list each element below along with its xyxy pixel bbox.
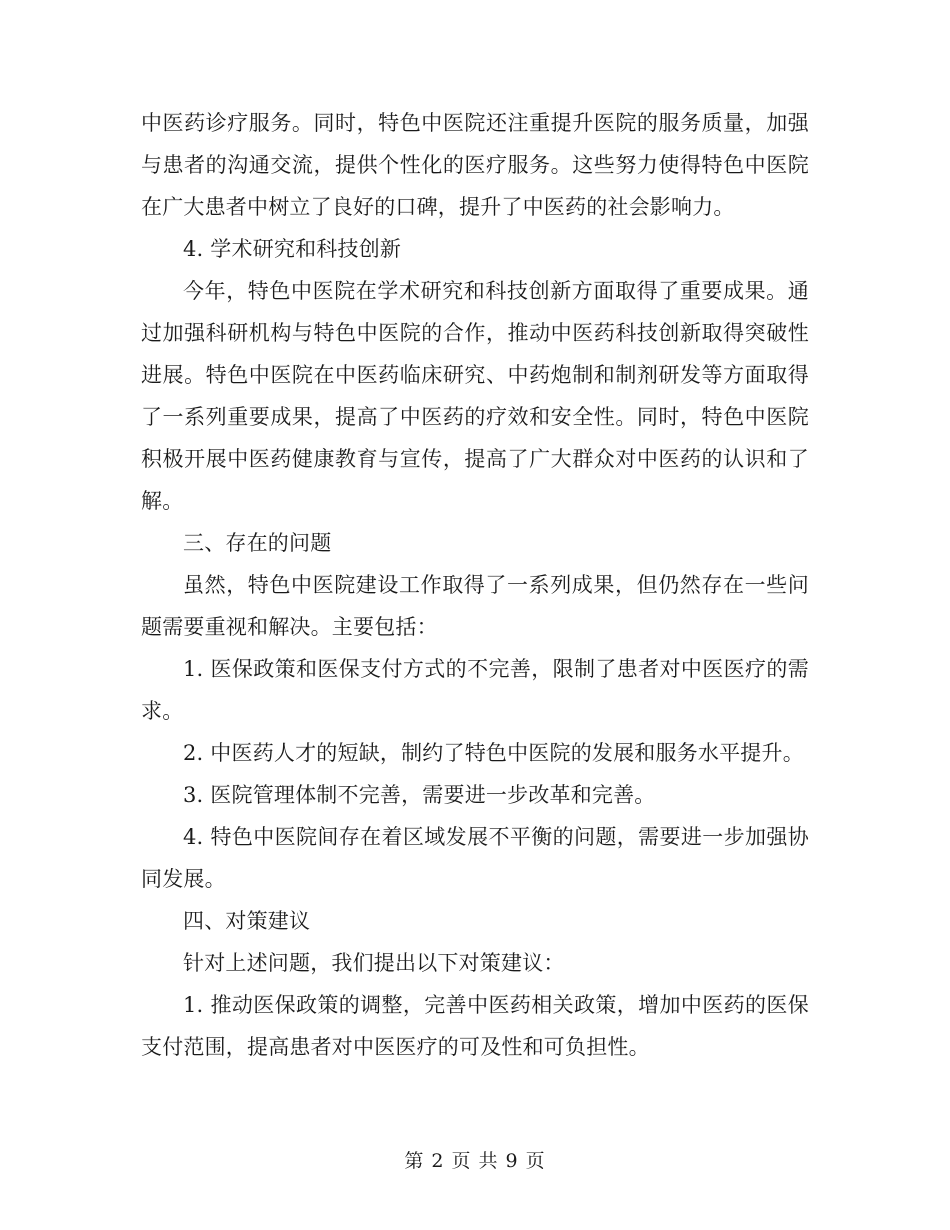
- list-item-problem-2: 2. 中医药人才的短缺，制约了特色中医院的发展和服务水平提升。: [183, 741, 804, 765]
- section-heading-problems: 三、存在的问题: [183, 531, 332, 555]
- document-body: [141, 102, 809, 1068]
- section-heading-suggestions: 四、对策建议: [183, 909, 311, 933]
- list-item-problem-4: 4. 特色中医院间存在着区域发展不平衡的问题，需要进一步加强协同发展。: [141, 825, 809, 891]
- list-item-problem-1: 1. 医保政策和医保支付方式的不完善，限制了患者对中医医疗的需求。: [141, 657, 809, 723]
- list-item-suggestion-1: 1. 推动医保政策的调整，完善中医药相关政策，增加中医药的医保支付范围，提高患者对中医医疗的可及性和可负担性。: [141, 993, 809, 1059]
- paragraph-continuation: 中医药诊疗服务。同时，特色中医院还注重提升医院的服务质量，加强与患者的沟通交流，提供个性化的医疗服务。这些努力使得特色中医院在广大患者中树立了良好的口碑，提升了中医药的社会影响力。: [141, 111, 809, 219]
- paragraph-academic-research: 今年，特色中医院在学术研究和科技创新方面取得了重要成果。通过加强科研机构与特色中医院的合作，推动中医药科技创新取得突破性进展。特色中医院在中医药临床研究、中药炮制和制剂研发等方面取得了一系列重要成果，提高了中医药的疗效和安全性。同时，特色中医院积极开展中医药健康教育与宣传，提高了广大群众对中医药的认识和了解。: [141, 279, 809, 513]
- section-heading-academic-research: 4. 学术研究和科技创新: [183, 237, 402, 261]
- paragraph-problems-intro: 虽然，特色中医院建设工作取得了一系列成果，但仍然存在一些问题需要重视和解决。主要包括：: [141, 573, 809, 639]
- list-item-problem-3: 3. 医院管理体制不完善，需要进一步改革和完善。: [183, 783, 656, 807]
- paragraph-suggestions-intro: 针对上述问题，我们提出以下对策建议：: [183, 951, 565, 975]
- page-number-footer: 第 2 页 共 9 页: [404, 1150, 546, 1172]
